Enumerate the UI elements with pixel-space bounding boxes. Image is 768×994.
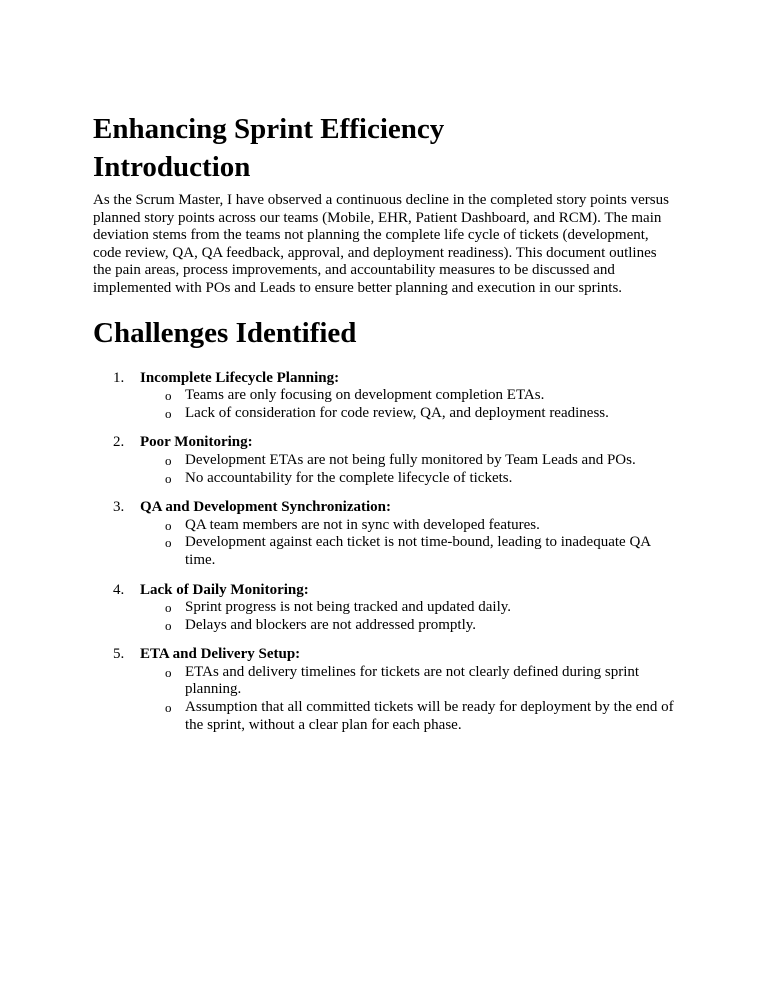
sub-bullet-item — [140, 699, 680, 734]
sub-bullet-text: Development ETAs are not being fully monitored by Team Leads and POs. — [185, 451, 636, 468]
item-title: ETA and Delivery Setup: — [140, 646, 301, 663]
challenge-item — [93, 499, 680, 569]
item-title: Poor Monitoring: — [140, 434, 253, 451]
sub-bullet-text: QA team members are not in sync with developed features. — [185, 516, 540, 533]
bullet-icon: o — [165, 452, 172, 468]
item-title: Lack of Daily Monitoring: — [140, 581, 309, 598]
sub-bullet-item — [140, 664, 680, 699]
sub-bullet-text: Assumption that all committed tickets will be ready for deployment by the end of the sprint, without a clear plan for each phase. — [185, 699, 674, 733]
sub-bullet-item — [140, 387, 680, 405]
sub-bullet-item — [140, 599, 680, 617]
item-number: 1. — [113, 369, 125, 386]
challenge-item — [93, 646, 680, 734]
bullet-icon: o — [165, 517, 172, 533]
challenge-item — [93, 582, 680, 635]
item-number: 3. — [113, 499, 125, 516]
sub-bullet-item — [140, 452, 680, 470]
bullet-icon: o — [165, 600, 172, 616]
sub-bullet-text: Sprint progress is not being tracked and updated daily. — [185, 599, 512, 616]
sub-bullet-text: Lack of consideration for code review, QA, and deployment readiness. — [185, 404, 609, 421]
intro-paragraph: As the Scrum Master, I have observed a continuous decline in the completed story points versus planned story points across our teams (Mobile, EHR, Patient Dashboard, and RCM). The main deviation stems from the teams not planning the complete life cycle of tickets (development, code review, QA, QA feedback, approval, and deployment readiness). This document outlines the pain areas, process improvements, and accountability measures to be discussed and implemented with POs and Leads to ensure better planning and execution in our sprints. — [93, 192, 669, 296]
document-title: Enhancing Sprint Efficiency — [93, 113, 445, 145]
sub-bullet-text: ETAs and delivery timelines for tickets are not clearly defined during sprint planning. — [185, 663, 640, 698]
sub-bullet-text: Development against each ticket is not time-bound, leading to inadequate QA time. — [185, 534, 651, 568]
sub-bullet-item — [140, 405, 680, 423]
bullet-icon: o — [165, 470, 172, 486]
intro-heading: Introduction — [93, 151, 251, 183]
challenge-item — [93, 370, 680, 423]
bullet-icon: o — [165, 405, 172, 421]
sub-bullet-item — [140, 470, 680, 488]
sub-bullet-item — [140, 534, 680, 569]
item-title: QA and Development Synchronization: — [140, 499, 391, 516]
sub-bullet-text: No accountability for the complete lifecycle of tickets. — [185, 469, 513, 486]
bullet-icon: o — [165, 700, 172, 716]
bullet-icon: o — [165, 617, 172, 633]
item-number: 4. — [113, 581, 125, 598]
sub-bullet-item — [140, 517, 680, 535]
sub-bullet-text: Delays and blockers are not addressed promptly. — [185, 616, 477, 633]
item-number: 5. — [113, 646, 125, 663]
sub-bullet-item — [140, 617, 680, 635]
bullet-icon: o — [165, 388, 172, 404]
challenges-list — [93, 370, 675, 735]
challenge-item — [93, 434, 680, 487]
bullet-icon: o — [165, 535, 172, 551]
item-title: Incomplete Lifecycle Planning: — [140, 369, 340, 386]
sub-bullet-text: Teams are only focusing on development completion ETAs. — [185, 387, 545, 404]
item-number: 2. — [113, 434, 125, 451]
bullet-icon: o — [165, 664, 172, 680]
challenges-heading: Challenges Identified — [93, 316, 357, 349]
